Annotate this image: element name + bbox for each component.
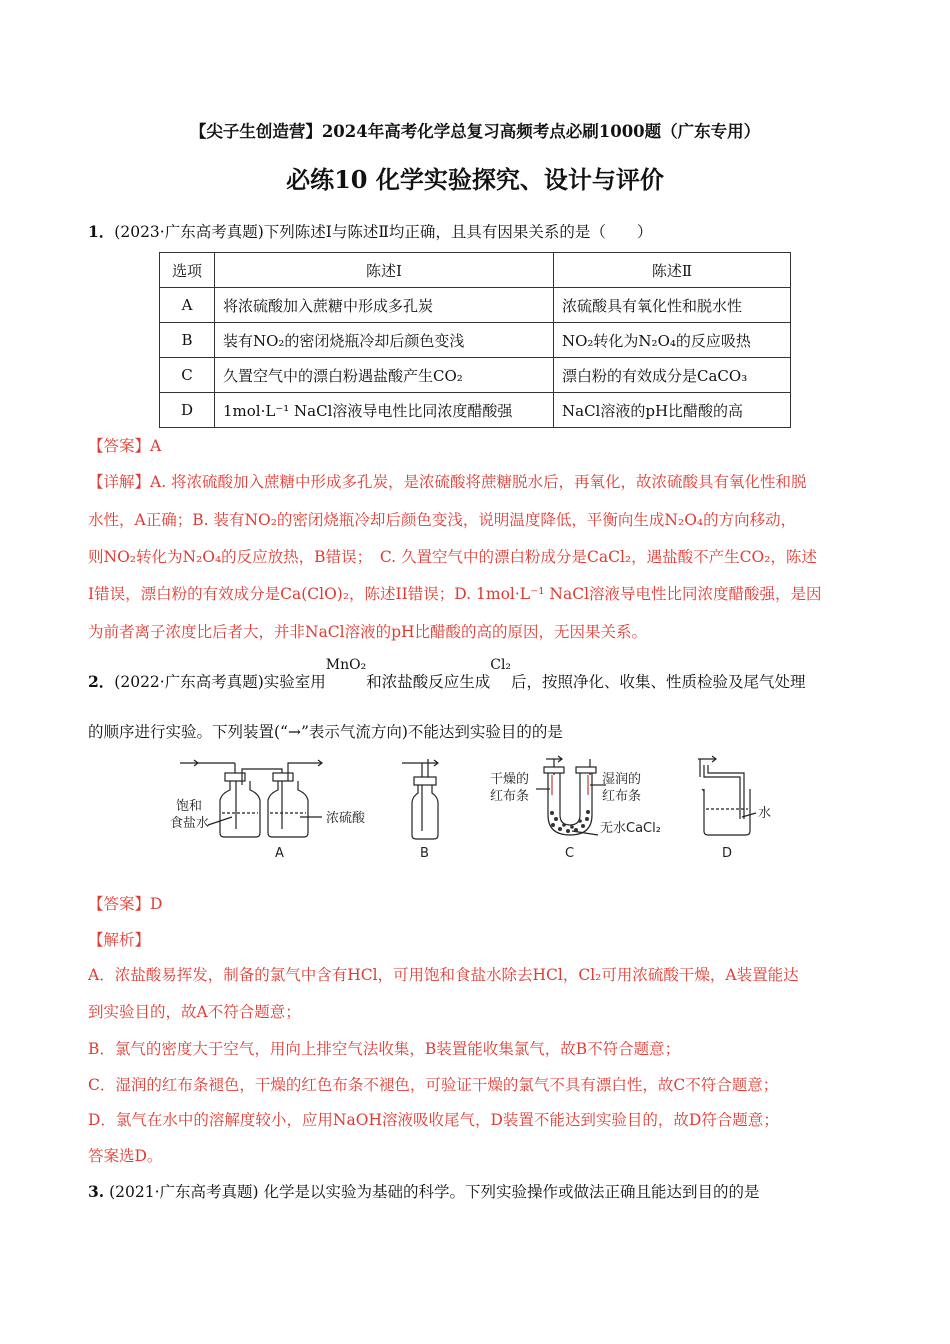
question-3-text: (2021·广东高考真题) 化学是以实验为基础的科学。下列实验操作或做法正确且能达到目的的是 bbox=[109, 1183, 760, 1201]
question-1-answer: 【答案】A bbox=[88, 437, 162, 455]
table-cell: 漂白粉的有效成分是CaCO₃ bbox=[554, 358, 791, 393]
apparatus-b bbox=[402, 759, 438, 839]
label-red-cloth-dry: 红布条 bbox=[490, 789, 530, 804]
question-2-analysis-line: 到实验目的，故A不符合题意； bbox=[88, 1003, 301, 1021]
caption-b: B bbox=[420, 846, 429, 861]
label-salt-water: 食盐水 bbox=[170, 816, 210, 831]
document-header: 【尖子生创造营】2024年高考化学总复习高频考点必刷1000题（广东专用） bbox=[189, 122, 761, 141]
question-1-text: (2023·广东高考真题)下列陈述Ⅰ与陈述Ⅱ均正确，且具有因果关系的是（ ） bbox=[114, 223, 653, 241]
table-cell: 装有NO₂的密闭烧瓶冷却后颜色变浅 bbox=[215, 323, 554, 358]
table-cell: A bbox=[160, 288, 215, 323]
apparatus-diagram bbox=[170, 755, 790, 865]
cacl2-granules bbox=[550, 810, 590, 833]
question-1-detail-line: 【详解】A. 将浓硫酸加入蔗糖中形成多孔炭，是浓硫酸将蔗糖脱水后，再氧化，故浓硫酸具有氧化性和脱 bbox=[88, 473, 807, 491]
question-3-number: 3. bbox=[88, 1182, 105, 1201]
apparatus-d bbox=[698, 756, 756, 835]
table-cell: 久置空气中的漂白粉遇盐酸产生CO₂ bbox=[215, 358, 554, 393]
question-2-analysis-title: 【解析】 bbox=[88, 931, 151, 949]
table-cell: D bbox=[160, 393, 215, 428]
caption-a: A bbox=[275, 846, 284, 861]
table-cell: NO₂转化为N₂O₄的反应吸热 bbox=[554, 323, 791, 358]
question-2-text-part: 和浓盐酸反应生成 bbox=[366, 673, 491, 691]
question-2-answer: 【答案】D bbox=[88, 895, 163, 913]
question-1-detail-line: I错误，漂白粉的有效成分是Ca(ClO)₂，陈述II错误；D. 1mol·L⁻¹ NaCl溶液导电性比同浓度醋酸强，是因 bbox=[88, 585, 822, 603]
table-header-cell: 陈述Ⅰ bbox=[215, 253, 554, 288]
label-wet: 湿润的 bbox=[602, 772, 642, 787]
table-cell: 将浓硫酸加入蔗糖中形成多孔炭 bbox=[215, 288, 554, 323]
question-2-number: 2． bbox=[88, 672, 115, 691]
cl2-formula: Cl₂ bbox=[490, 657, 512, 673]
question-2-analysis-line: C．湿润的红布条褪色，干燥的红色布条不褪色，可验证干燥的氯气不具有漂白性，故C不符合题意； bbox=[88, 1076, 779, 1094]
caption-d: D bbox=[722, 846, 733, 861]
label-sulfuric-acid: 浓硫酸 bbox=[326, 811, 366, 826]
question-1-detail-line: 水性，A正确；B. 装有NO₂的密闭烧瓶冷却后颜色变浅，说明温度降低，平衡向生成N₂O₄的方向移动， bbox=[88, 511, 797, 529]
mno2-formula: MnO₂ bbox=[325, 657, 367, 673]
question-2-analysis-line: B．氯气的密度大于空气，用向上排空气法收集，B装置能收集氯气，故B不符合题意； bbox=[88, 1040, 681, 1058]
question-3-stem bbox=[88, 1182, 873, 1202]
question-2-stem-line: 的顺序进行实验。下列装置(“→”表示气流方向)不能达到实验目的的是 bbox=[88, 723, 563, 741]
table-cell: 1mol·L⁻¹ NaCl溶液导电性比同浓度醋酸强 bbox=[215, 393, 554, 428]
label-anhydrous-cacl2: 无水CaCl₂ bbox=[600, 821, 661, 836]
table-row bbox=[160, 323, 791, 358]
table-row bbox=[160, 393, 791, 428]
table-cell: C bbox=[160, 358, 215, 393]
question-2-stem bbox=[88, 657, 873, 696]
question-1-stem bbox=[88, 222, 873, 242]
table-row bbox=[160, 358, 791, 393]
question-1-detail-line: 为前者离子浓度比后者大，并非NaCl溶液的pH比醋酸的高的原因，无因果关系。 bbox=[88, 623, 648, 641]
caption-c: C bbox=[565, 846, 575, 861]
label-water: 水 bbox=[758, 806, 772, 821]
apparatus-figure bbox=[170, 755, 790, 865]
label-saturated-salt: 饱和 bbox=[176, 799, 203, 814]
page-title: 必练10 化学实验探究、设计与评价 bbox=[286, 165, 664, 194]
label-dry: 干燥的 bbox=[490, 772, 530, 787]
table-cell: B bbox=[160, 323, 215, 358]
apparatus-c bbox=[536, 755, 606, 835]
question-1-number: 1． bbox=[88, 222, 115, 241]
table-header-cell: 选项 bbox=[160, 253, 215, 288]
table-row bbox=[160, 288, 791, 323]
table-header-cell: 陈述Ⅱ bbox=[554, 253, 791, 288]
question-2-text-part: (2022·广东高考真题)实验室用 bbox=[114, 673, 326, 691]
table-cell: 浓硫酸具有氧化性和脱水性 bbox=[554, 288, 791, 323]
options-table bbox=[159, 252, 791, 428]
question-2-analysis-line: A．浓盐酸易挥发，制备的氯气中含有HCl，可用饱和食盐水除去HCl，Cl₂可用浓硫酸干燥，A装置能达 bbox=[88, 966, 799, 984]
question-2-analysis-line: D．氯气在水中的溶解度较小，应用NaOH溶液吸收尾气，D装置不能达到实验目的，故D符合题意； bbox=[88, 1111, 779, 1129]
question-2-text-part: 后，按照净化、收集、性质检验及尾气处理 bbox=[511, 673, 806, 691]
table-header-row bbox=[160, 253, 791, 288]
question-1-detail-line: 则NO₂转化为N₂O₄的反应放热，B错误； C. 久置空气中的漂白粉成分是CaCl₂，遇盐酸不产生CO₂，陈述 bbox=[88, 548, 817, 566]
label-red-cloth-wet: 红布条 bbox=[602, 789, 642, 804]
question-2-analysis-line: 答案选D。 bbox=[88, 1147, 163, 1165]
table-cell: NaCl溶液的pH比醋酸的高 bbox=[554, 393, 791, 428]
